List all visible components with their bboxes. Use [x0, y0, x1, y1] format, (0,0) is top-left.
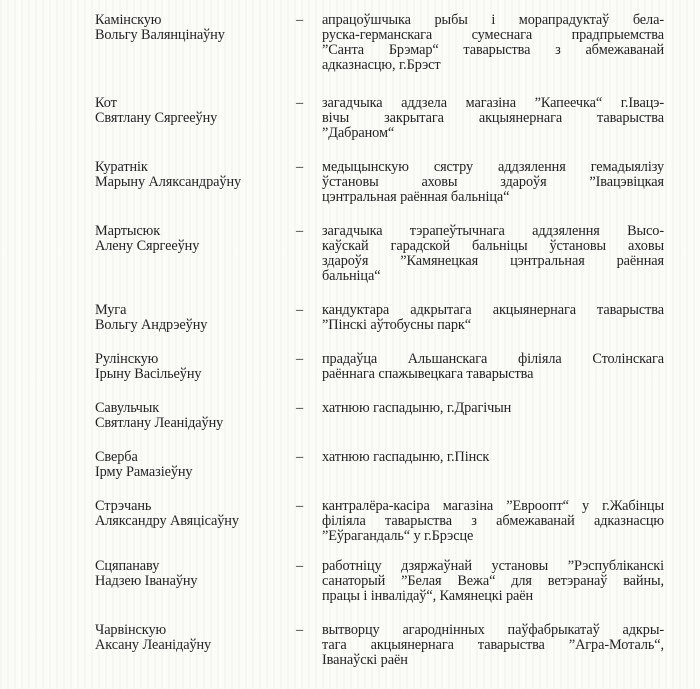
recipient-name-line: Кот	[95, 95, 117, 111]
recipient-name-line: Вольгу Андрэеўну	[95, 317, 208, 333]
recipient-name-line: Сцяпанаву	[95, 558, 160, 574]
description-line: каўскай гарадской бальніцы ўстановы аховы	[322, 238, 664, 254]
description-line: апрацоўшчыка рыбы і морапрадуктаў бела-	[322, 12, 664, 28]
recipient-name	[95, 623, 296, 653]
recipient-name-line: Рулінскую	[95, 351, 159, 367]
description-line: хатнюю гаспадыню, г.Драгічын	[322, 400, 512, 416]
recipient-name	[95, 224, 296, 254]
recipient-name-line: Ірыну Васільеўну	[95, 366, 202, 382]
recipient-description	[322, 559, 664, 604]
recipient-description	[322, 450, 664, 465]
recipient-description	[322, 401, 664, 416]
recipient-name-line: Мартысюк	[95, 223, 161, 239]
description-line: ”Пінскі аўтобусны парк“	[322, 317, 472, 333]
recipient-description	[322, 160, 664, 205]
description-line: кандуктара адкрытага акцыянернага таварыства	[322, 302, 664, 318]
description-line: раённага спажывецкага таварыства	[322, 366, 534, 382]
dash-separator: –	[296, 400, 304, 416]
award-entry	[95, 450, 700, 480]
dash-separator: –	[296, 95, 304, 111]
award-entry	[95, 160, 700, 205]
description-line: ”Еўрагандаль“ у г.Брэсце	[322, 528, 474, 544]
dash-separator: –	[296, 498, 304, 514]
description-line: тага акцыянернага таварыства ”Агра-Моталь“,	[322, 637, 664, 653]
award-entry	[95, 623, 700, 668]
recipient-description	[322, 303, 664, 333]
recipient-name	[95, 559, 296, 589]
description-line: Іванаўскі раён	[322, 652, 408, 668]
recipient-name-line: Куратнік	[95, 159, 148, 175]
dash-separator: –	[296, 302, 304, 318]
description-line: ”Санта Брэмар“ таварыства з абмежаванай	[322, 42, 664, 58]
description-line: філіяла таварыства з абмежаванай адказнасцю	[322, 513, 664, 529]
dash-separator: –	[296, 351, 304, 367]
recipient-name-line: Чарвінскую	[95, 622, 167, 638]
description-line: загадчыка тэрапеўтычнага аддзялення Высо-	[322, 223, 664, 239]
award-entry	[95, 224, 700, 284]
recipient-name	[95, 13, 296, 43]
description-line: руска-германскага сумеснага прадпрыемства	[322, 27, 664, 43]
dash-separator: –	[296, 12, 304, 28]
recipient-description	[322, 13, 664, 73]
award-entry	[95, 499, 700, 544]
recipient-name	[95, 303, 296, 333]
recipient-name-line: Вольгу Валянцінаўну	[95, 27, 225, 43]
recipient-name	[95, 96, 296, 126]
recipient-name-line: Алену Сяргееўну	[95, 238, 200, 254]
dash-separator: –	[296, 449, 304, 465]
recipient-name-line: Муга	[95, 302, 127, 318]
recipient-name-line: Аксану Леанідаўну	[95, 637, 212, 653]
recipient-name	[95, 160, 296, 190]
description-line: хатнюю гаспадыню, г.Пінск	[322, 449, 490, 465]
award-entry	[95, 401, 700, 431]
recipient-name-line: Марыну Аляксандраўну	[95, 174, 242, 190]
description-line: адказнасцю, г.Брэст	[322, 57, 441, 73]
description-line: здароўя ”Камянецкая цэнтральная раённая	[322, 253, 664, 269]
recipient-name-line: Стрэчань	[95, 498, 152, 514]
award-entry	[95, 303, 700, 333]
recipient-name	[95, 352, 296, 382]
award-entry	[95, 352, 700, 382]
recipient-name-line: Савульчык	[95, 400, 160, 416]
award-entry	[95, 13, 700, 73]
description-line: кантралёра-касіра магазіна ”Евроопт“ у г.Жабінцы	[322, 498, 664, 514]
dash-separator: –	[296, 558, 304, 574]
recipient-name-line: Святлану Леанідаўну	[95, 415, 224, 431]
recipient-name	[95, 450, 296, 480]
recipient-description	[322, 623, 664, 668]
recipient-name-line: Надзею Іванаўну	[95, 573, 198, 589]
award-entry	[95, 96, 700, 141]
dash-separator: –	[296, 223, 304, 239]
description-line: санаторый ”Белая Вежа“ для ветэранаў вайны,	[322, 573, 664, 589]
description-line: ”Дабраном“	[322, 125, 395, 141]
recipient-name-line: Ірму Рамазіеўну	[95, 464, 193, 480]
dash-separator: –	[296, 159, 304, 175]
description-line: ўстановы аховы здароўя ”Івацэвіцкая	[322, 174, 664, 190]
description-line: вічы закрытага акцыянернага таварыства	[322, 110, 664, 126]
description-line: работніцу дзяржаўнай установы ”Рэспубліканскі	[322, 558, 664, 574]
description-line: бальніца“	[322, 268, 381, 284]
description-line: медыцынскую сястру аддзялення гемадыялізу	[322, 159, 664, 175]
description-line: працы і інвалідаў“, Камянецкі раён	[322, 588, 534, 604]
recipient-name	[95, 401, 296, 431]
description-line: цэнтральная раённая бальніца“	[322, 189, 510, 205]
description-line: загадчыка аддзела магазіна ”Капеечка“ г.Івацэ-	[322, 95, 664, 111]
recipient-description	[322, 499, 664, 544]
recipient-name-line: Святлану Сяргееўну	[95, 110, 218, 126]
description-line: вытворцу агароднінных паўфабрыкатаў адкры-	[322, 622, 664, 638]
recipient-name	[95, 499, 296, 529]
award-entry	[95, 559, 700, 604]
recipient-description	[322, 352, 664, 382]
recipient-description	[322, 224, 664, 284]
description-line: прадаўца Альшанскага філіяла Столінскага	[322, 351, 664, 367]
recipient-name-line: Сверба	[95, 449, 138, 465]
recipient-name-line: Камінскую	[95, 12, 162, 28]
recipient-description	[322, 96, 664, 141]
dash-separator: –	[296, 622, 304, 638]
recipient-name-line: Аляксандру Авяцісаўну	[95, 513, 239, 529]
